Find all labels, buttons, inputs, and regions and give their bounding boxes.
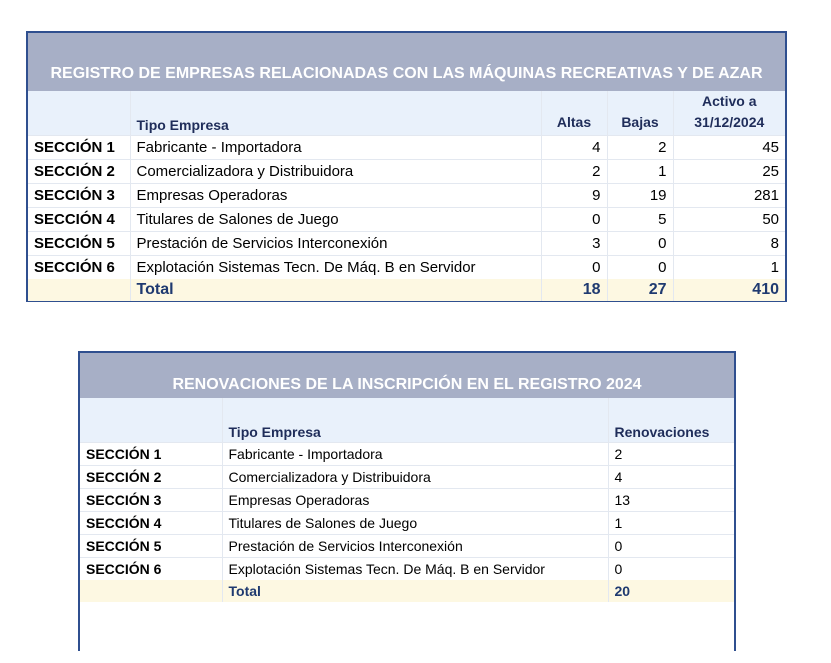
row-renovaciones: 1 — [608, 512, 734, 535]
row-bajas: 5 — [607, 208, 673, 232]
row-tipo: Empresas Operadoras — [130, 184, 541, 208]
row-renovaciones: 13 — [608, 489, 734, 512]
row-tipo: Fabricante - Importadora — [222, 443, 608, 466]
total-row — [28, 279, 785, 301]
row-tipo: Comercializadora y Distribuidora — [222, 466, 608, 489]
row-altas: 0 — [541, 208, 607, 232]
header-activo-line1: Activo a — [702, 93, 757, 109]
row-altas: 4 — [541, 136, 607, 160]
header-seccion — [28, 91, 130, 136]
registro-empresas-table — [26, 31, 787, 302]
total-label: Total — [130, 279, 541, 301]
table1-header-row — [28, 91, 785, 136]
row-tipo: Fabricante - Importadora — [130, 136, 541, 160]
header-bajas: Bajas — [607, 91, 673, 136]
row-renovaciones: 4 — [608, 466, 734, 489]
total-altas: 18 — [541, 279, 607, 301]
row-altas: 9 — [541, 184, 607, 208]
row-bajas: 0 — [607, 232, 673, 256]
table-row — [80, 489, 734, 512]
row-tipo: Explotación Sistemas Tecn. De Máq. B en Servidor — [130, 256, 541, 280]
row-activo: 281 — [673, 184, 785, 208]
header-seccion — [80, 398, 222, 443]
row-activo: 25 — [673, 160, 785, 184]
table-row — [28, 184, 785, 208]
row-seccion: SECCIÓN 4 — [28, 208, 130, 232]
row-altas: 3 — [541, 232, 607, 256]
table2-header-row — [80, 398, 734, 443]
total-label: Total — [222, 580, 608, 602]
row-tipo: Comercializadora y Distribuidora — [130, 160, 541, 184]
row-tipo: Explotación Sistemas Tecn. De Máq. B en Servidor — [222, 558, 608, 581]
row-seccion: SECCIÓN 2 — [80, 466, 222, 489]
table-row — [28, 160, 785, 184]
row-altas: 2 — [541, 160, 607, 184]
table-row — [80, 512, 734, 535]
total-renovaciones: 20 — [608, 580, 734, 602]
header-renovaciones: Renovaciones — [608, 398, 734, 443]
row-seccion: SECCIÓN 5 — [28, 232, 130, 256]
row-tipo: Prestación de Servicios Interconexión — [222, 535, 608, 558]
row-seccion: SECCIÓN 1 — [80, 443, 222, 466]
row-seccion: SECCIÓN 2 — [28, 160, 130, 184]
total-bajas: 27 — [607, 279, 673, 301]
table-row — [28, 256, 785, 280]
row-activo: 45 — [673, 136, 785, 160]
table-row — [28, 208, 785, 232]
row-bajas: 19 — [607, 184, 673, 208]
row-activo: 50 — [673, 208, 785, 232]
row-seccion: SECCIÓN 3 — [80, 489, 222, 512]
table-row — [80, 466, 734, 489]
row-tipo: Empresas Operadoras — [222, 489, 608, 512]
row-bajas: 2 — [607, 136, 673, 160]
row-seccion: SECCIÓN 5 — [80, 535, 222, 558]
row-seccion: SECCIÓN 6 — [80, 558, 222, 581]
table-row — [80, 443, 734, 466]
header-tipo: Tipo Empresa — [130, 91, 541, 136]
table2-title: RENOVACIONES DE LA INSCRIPCIÓN EN EL REGISTRO 2024 — [80, 353, 734, 398]
row-tipo: Titulares de Salones de Juego — [130, 208, 541, 232]
row-tipo: Titulares de Salones de Juego — [222, 512, 608, 535]
row-altas: 0 — [541, 256, 607, 280]
row-renovaciones: 0 — [608, 535, 734, 558]
row-renovaciones: 0 — [608, 558, 734, 581]
row-tipo: Prestación de Servicios Interconexión — [130, 232, 541, 256]
total-row — [80, 580, 734, 602]
total-activo: 410 — [673, 279, 785, 301]
total-blank — [28, 279, 130, 301]
row-seccion: SECCIÓN 3 — [28, 184, 130, 208]
table1-title: REGISTRO DE EMPRESAS RELACIONADAS CON LAS MÁQUINAS RECREATIVAS Y DE AZAR — [28, 33, 785, 91]
header-activo — [673, 91, 785, 136]
table-row — [28, 232, 785, 256]
table-row — [80, 535, 734, 558]
header-tipo: Tipo Empresa — [222, 398, 608, 443]
renovaciones-table — [78, 351, 736, 651]
table-row — [80, 558, 734, 581]
header-activo-line2: 31/12/2024 — [694, 114, 765, 130]
row-seccion: SECCIÓN 4 — [80, 512, 222, 535]
row-activo: 8 — [673, 232, 785, 256]
row-seccion: SECCIÓN 1 — [28, 136, 130, 160]
row-activo: 1 — [673, 256, 785, 280]
total-blank — [80, 580, 222, 602]
row-seccion: SECCIÓN 6 — [28, 256, 130, 280]
row-renovaciones: 2 — [608, 443, 734, 466]
row-bajas: 0 — [607, 256, 673, 280]
table2-empty-area — [80, 602, 734, 655]
header-altas: Altas — [541, 91, 607, 136]
table-row — [28, 136, 785, 160]
row-bajas: 1 — [607, 160, 673, 184]
